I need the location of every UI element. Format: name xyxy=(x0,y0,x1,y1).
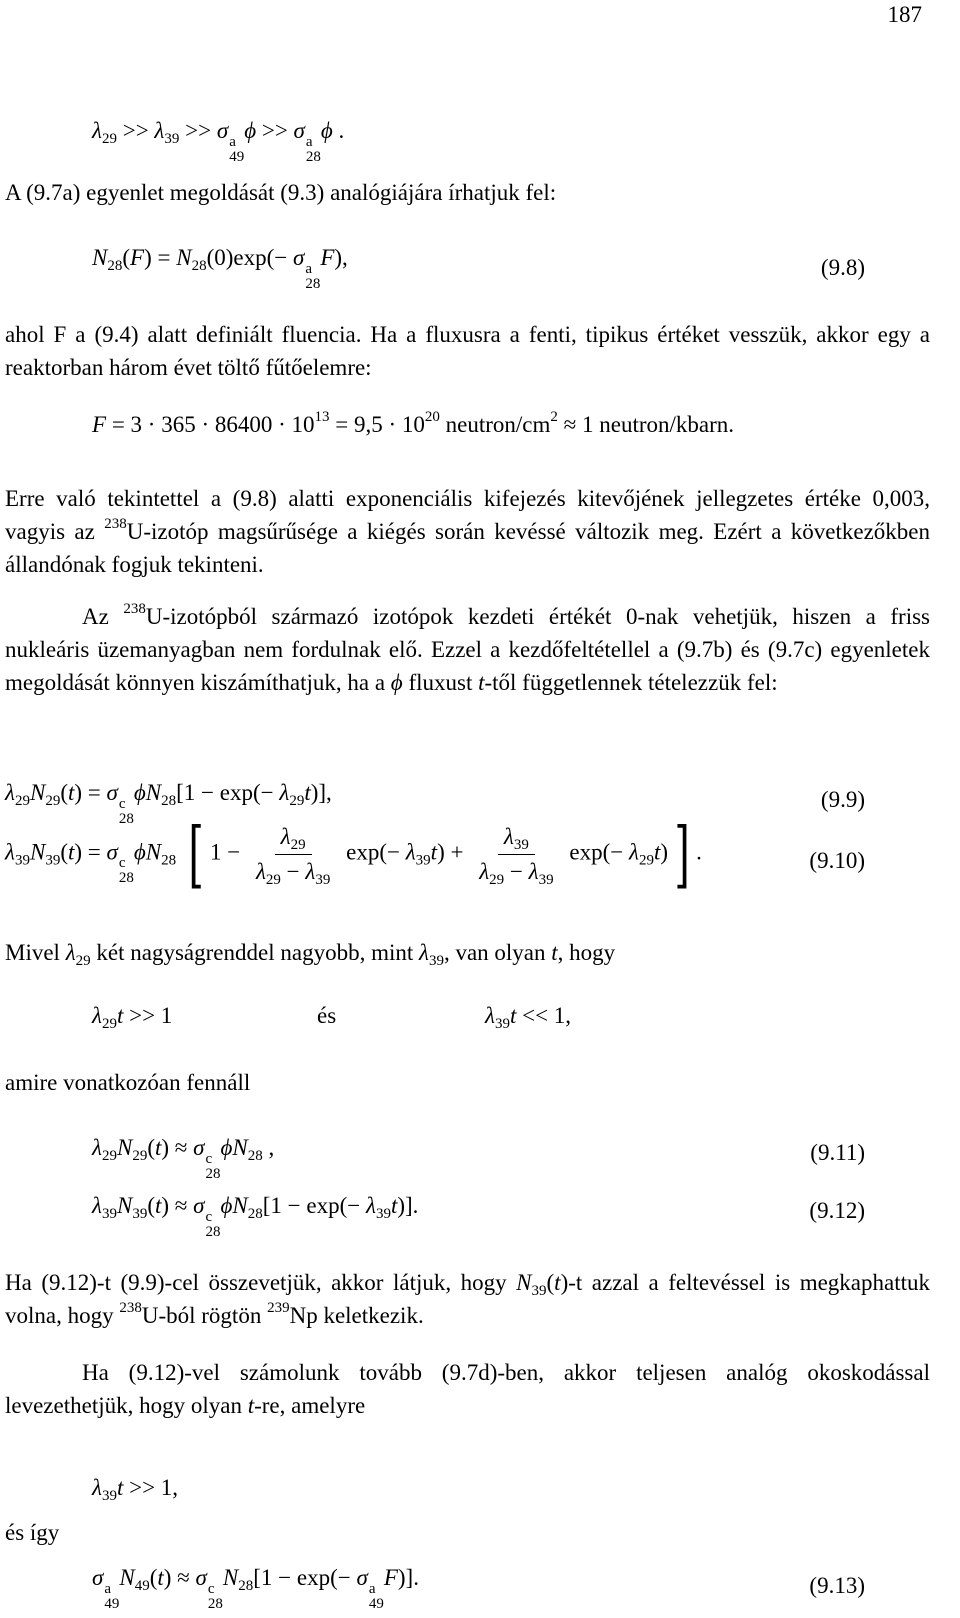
paragraph-fluence: ahol F a (9.4) alatt definiált fluencia. Ha a fluxusra a fenti, tipikus értéket vesszük, akkor egy a reaktorban három évet töltő fűtőelemre: xyxy=(5,322,930,380)
inequality-conjunction: és xyxy=(317,1003,337,1028)
equation-condition-2: $\lambda_{39}t >> 1$, xyxy=(92,1475,179,1504)
paragraph-intro-9-8: A (9.7a) egyenlet megoldását (9.3) analógiájára írhatjuk fel: xyxy=(5,180,557,205)
equation-fluence: $F = 3 \cdot 365 \cdot 86400 \cdot 10^{13} = 9,5 \cdot 10^{20}$ neutron/$cm^2 \approx 1$ neutron/kbarn. xyxy=(92,409,735,437)
paragraph-and-so: és így xyxy=(5,1520,60,1545)
equation-condition: $\lambda_{29} >> \lambda_{39} >> \sigma$ a 49 ϕ >> σ a 28 ϕ . xyxy=(92,118,345,165)
equation-9-9: $\lambda_{29}N_{29}(t) = \sigma$ c 28 $\phi N_{28}[1 - \exp(- \lambda_{29}t)]$, xyxy=(5,780,332,827)
equation-9-8: $N_{28}(F) = N_{28}(0)\exp(- \sigma$ a 28 F), xyxy=(92,245,348,292)
equation-9-10: $\lambda_{39}N_{39}(t) = \sigma$ c 28 $\phi N_{28}$ [ 1 − $\frac{\lambda_{29}}{\lambda_{29} - \lambda_{39}}$ $\exp(- \lambda_{39}t)$ + $\frac{\lambda_{39}}{\lambda_{29} - \lambda_{39}}$ $\exp(- \lambda_{29}t)$] . xyxy=(5,812,702,896)
page-number: 187 xyxy=(887,2,922,27)
paragraph-exponent: Erre való tekintettel a (9.8) alatti exponenciális kifejezés kitevőjének jellegzetes értéke 0,003, vagyis az $^{238}$U-izotóp magsűrűsége a kiégés során kevéssé változik meg. Ezért a következőkben állandónak fogjuk tekinteni. xyxy=(5,486,930,577)
equation-9-13: σ a 49 $N_{49}(t) \approx \sigma$ c 28 $N_{28}[1 - \exp(- \sigma$ a 49 F)]. xyxy=(92,1565,419,1612)
equation-number-9-10: (9.10) xyxy=(809,848,865,873)
paragraph-holds: amire vonatkozóan fennáll xyxy=(5,1070,251,1095)
paragraph-comparison: Ha (9.12)-t (9.9)-cel összevetjük, akkor látjuk, hogy $N_{39}(t)-t$ azzal a feltevéssel is megkaphattuk volna, hogy $^{238}$U-ból rögtön $^{239}$Np keletkezik. xyxy=(5,1270,930,1328)
equation-number-9-8: (9.8) xyxy=(820,255,865,280)
equation-number-9-9: (9.9) xyxy=(820,787,865,812)
paragraph-magnitude: Mivel $\lambda_{29}$ két nagyságrenddel nagyobb, mint $\lambda_{39}$, van olyan t, hogy xyxy=(5,940,616,969)
equation-9-12: $\lambda_{39}N_{39}(t) \approx \sigma$ c 28 $\phi N_{28}[1 - \exp(- \lambda_{39}t)]$. xyxy=(92,1193,419,1240)
equation-number-9-13: (9.13) xyxy=(809,1573,865,1598)
equation-inequality-left: $\lambda_{29}t >> 1$ xyxy=(92,1003,173,1032)
equation-number-9-11: (9.11) xyxy=(810,1140,865,1165)
equation-number-9-12: (9.12) xyxy=(809,1198,865,1223)
equation-inequality-right: $\lambda_{39}t << 1$, xyxy=(485,1003,572,1032)
paragraph-continuation: Ha (9.12)-vel számolunk tovább (9.7d)-ben, akkor teljesen analóg okoskodással levezethetjük, hogy olyan t-re, amelyre xyxy=(5,1360,930,1418)
equation-9-11: $\lambda_{29}N_{29}(t) \approx \sigma$ c 28 $\phi N_{28}$ , xyxy=(92,1135,275,1182)
paragraph-initial-condition: Az $^{238}$U-izotópból származó izotópok kezdeti értékét 0-nak vehetjük, hiszen a friss nukleáris üzemanyagban nem fordulnak elő. Ezzel a kezdőfeltétellel a (9.7b) és (9.7c) egyenletek megoldását könnyen kiszámíthatjuk, ha a ϕ fluxust t-től függetlennek tételezzük fel: xyxy=(5,601,930,695)
